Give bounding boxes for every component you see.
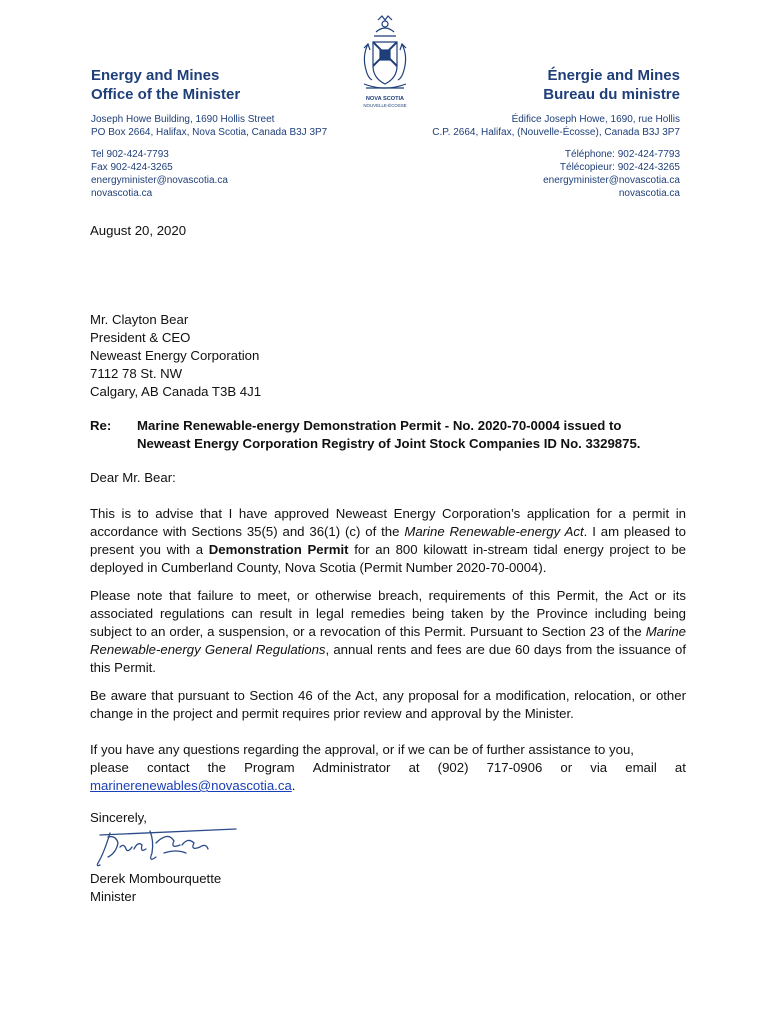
paragraph-changes: Be aware that pursuant to Section 46 of the Act, any proposal for a modification, relocation, or other change in the project and permit requires prior review and approval by the Minister. [90,688,686,721]
subject-line-2: Neweast Energy Corporation Registry of Joint Stock Companies ID No. 3329875. [137,436,641,451]
regulations-name: Marine Renewable-energy General Regulations [90,624,686,657]
paragraph-contact-line-2: please contact the Program Administrator at (902) 717-0906 or via email at [90,760,686,775]
recipient-name: Mr. Clayton Bear [90,312,189,327]
closing: Sincerely, [90,810,147,825]
act-name: Marine Renewable-energy Act [404,524,584,539]
address-line-2-fr: C.P. 2664, Halifax, (Nouvelle-Écosse), Canada B3J 3P7 [432,127,680,138]
subject-label: Re: [90,418,112,433]
fax-en: Fax 902-424-3265 [91,162,173,173]
recipient-title: President & CEO [90,330,191,345]
contact-email-link[interactable]: marinerenewables@novascotia.ca [90,778,292,793]
letterhead [0,0,770,210]
paragraph-contact [90,741,686,795]
signer-title: Minister [90,889,137,904]
recipient-city: Calgary, AB Canada T3B 4J1 [90,384,262,399]
paragraph-approval-text-b: . I am pleased to present you with a [90,524,687,557]
department-name-en: Energy and Mines [91,67,220,84]
office-name-fr: Bureau du ministre [543,86,680,103]
paragraph-compliance-text-a: Please note that failure to meet, or otherwise breach, requirements of this Permit, the Act or its associated regulations can result in legal remedies being taken by the Province including being subject to an order, a suspension, or a revocation of this Permit. Pursuant to Section 23 of the [90,588,686,639]
letter-date: August 20, 2020 [90,223,187,238]
address-line-1-en: Joseph Howe Building, 1690 Hollis Street [91,114,275,125]
letterhead-english [91,66,351,200]
paragraph-approval [90,505,686,577]
telephone-en: Tel 902-424-7793 [91,149,169,160]
signer-block [90,870,221,906]
department-name-fr: Énergie and Mines [547,67,680,84]
telephone-fr: Téléphone: 902-424-7793 [564,149,680,160]
signer-name: Derek Mombourquette [90,871,222,886]
crest-label-en: NOVA SCOTIA [365,96,405,102]
crest-label-fr: NOUVELLE-ÉCOSSE [363,103,407,108]
paragraph-compliance-text-b: , annual rents and fees are due 60 days from the issuance of this Permit. [90,642,686,675]
paragraph-contact-line-1: If you have any questions regarding the approval, or if we can be of further assistance to you, [90,742,634,757]
letterhead-french [400,66,680,200]
office-name-en: Office of the Minister [91,86,241,103]
website-fr: novascotia.ca [618,188,680,199]
permit-type: Demonstration Permit [208,542,349,557]
paragraph-contact-line-3: marinerenewables@novascotia.ca. [90,778,296,793]
recipient-company: Neweast Energy Corporation [90,348,260,363]
recipient-address [90,311,261,401]
recipient-street: 7112 78 St. NW [90,366,183,381]
website-en: novascotia.ca [91,188,153,199]
handwritten-signature [90,823,240,873]
paragraph-approval-text-c: for an 800 kilowatt in-stream tidal energy project to be deployed in Cumberland County, Nova Scotia (Permit Number 2020-70-0004). [90,542,686,575]
paragraph-approval-text-a: This is to advise that I have approved Neweast Energy Corporation’s application for a permit in accordance with Sections 35(5) and 36(1) (c) of the [90,506,686,539]
subject-text [137,417,697,453]
address-line-1-fr: Édifice Joseph Howe, 1690, rue Hollis [511,114,680,125]
address-line-2-en: PO Box 2664, Halifax, Nova Scotia, Canada B3J 3P7 [91,127,328,138]
salutation: Dear Mr. Bear: [90,470,176,485]
fax-fr: Télécopieur: 902-424-3265 [559,162,680,173]
subject-line-1: Marine Renewable-energy Demonstration Permit - No. 2020-70-0004 issued to [137,418,622,433]
email-en: energyminister@novascotia.ca [91,175,228,186]
paragraph-compliance [90,587,686,677]
email-fr: energyminister@novascotia.ca [543,175,680,186]
